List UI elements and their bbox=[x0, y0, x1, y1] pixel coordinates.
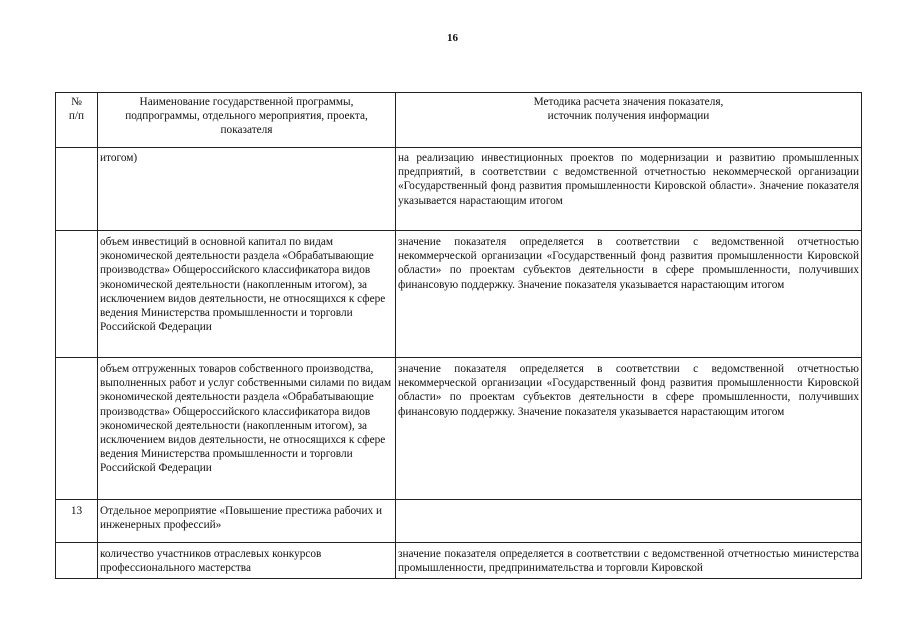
header-method bbox=[396, 93, 862, 148]
row-number: 13 bbox=[56, 500, 98, 543]
calculation-method: значение показателя определяется в соответствии с ведомственной отчетностью некоммерческой организации «Государственный фонд развития промышленности Кировской области» по проектам субъектов деятельности в сфере промышленности, получивших финансовую поддержку. Значение показателя указывается нарастающим итогом bbox=[396, 358, 862, 500]
table-row bbox=[56, 231, 862, 358]
page-number: 16 bbox=[447, 32, 458, 44]
indicator-name: Отдельное мероприятие «Повышение престижа рабочих и инженерных профессий» bbox=[98, 500, 396, 543]
calculation-method: на реализацию инвестиционных проектов по модернизации и развитию промышленных предприятий, в соответствии с ведомственной отчетностью некоммерческой организации «Государственный фонд развития промышленности Кировской области». Значение показателя указывается нарастающим итогом bbox=[396, 148, 862, 231]
indicator-name: объем инвестиций в основной капитал по видам экономической деятельности раздела «Обрабатывающие производства» Общероссийского классификатора видов экономической деятельности (накопленным итогом), за исключением видов деятельности, не относящихся к сфере ведения Министерства промышленности и торговли Российской Федерации bbox=[98, 231, 396, 358]
indicator-methodology-table bbox=[55, 92, 862, 579]
header-name bbox=[98, 93, 396, 148]
indicator-name: объем отгруженных товаров собственного производства, выполненных работ и услуг собственными силами по видам экономической деятельности раздела «Обрабатывающие производства» Общероссийского классификатора видов экономической деятельности (накопленным итогом), за исключением видов деятельности, не относящихся к сфере ведения Министерства промышленности и торговли Российской Федерации bbox=[98, 358, 396, 500]
header-name-text: Наименование государственной программы, подпрограммы, отдельного мероприятия, проекта, показателя bbox=[125, 96, 368, 137]
table-row bbox=[56, 500, 862, 543]
header-number-text: № п/п bbox=[68, 96, 85, 123]
row-number bbox=[56, 543, 98, 579]
row-number bbox=[56, 231, 98, 358]
indicator-name: количество участников отраслевых конкурсов профессионального мастерства bbox=[98, 543, 396, 579]
calculation-method: значение показателя определяется в соответствии с ведомственной отчетностью некоммерческой организации «Государственный фонд развития промышленности Кировской области» по проектам субъектов деятельности в сфере промышленности, получивших финансовую поддержку. Значение показателя указывается нарастающим итогом bbox=[396, 231, 862, 358]
calculation-method: значение показателя определяется в соответствии с ведомственной отчетностью министерства промышленности, предпринимательства и торговли Кировской bbox=[396, 543, 862, 579]
calculation-method bbox=[396, 500, 862, 543]
indicator-name: итогом) bbox=[98, 148, 396, 231]
table-row bbox=[56, 543, 862, 579]
header-number bbox=[56, 93, 98, 148]
row-number bbox=[56, 148, 98, 231]
table-header-row bbox=[56, 93, 862, 148]
row-number bbox=[56, 358, 98, 500]
table-row bbox=[56, 148, 862, 231]
header-method-text: Методика расчета значения показателя, источник получения информации bbox=[533, 96, 724, 123]
table-row bbox=[56, 358, 862, 500]
